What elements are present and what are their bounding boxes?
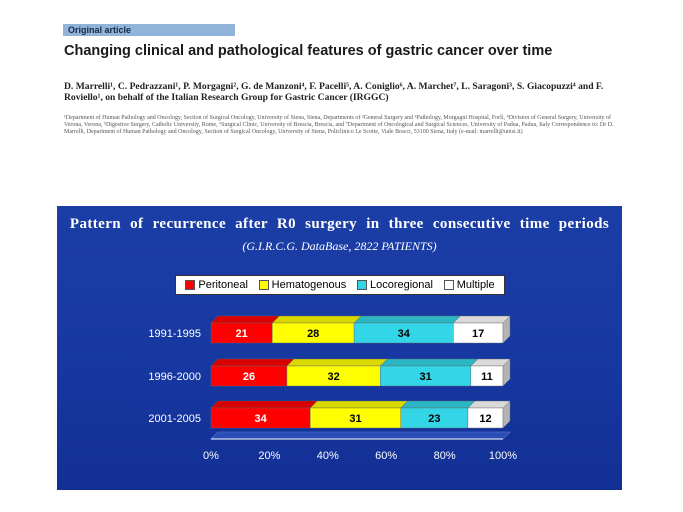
data-label: 31: [349, 413, 362, 425]
article-type-tag: [63, 24, 235, 36]
legend-label: Multiple: [456, 279, 495, 291]
chart-subtitle: (G.I.R.C.G. DataBase, 2822 PATIENTS): [242, 239, 437, 253]
data-label: 34: [397, 328, 410, 340]
data-label: 34: [254, 413, 267, 425]
chart-title: Pattern of recurrence after R0 surgery in three consecutive time periods: [69, 216, 610, 232]
data-label: 26: [242, 371, 256, 383]
x-tick-label: 60%: [375, 450, 398, 462]
data-label: 31: [419, 371, 432, 383]
legend-label: Peritoneal: [198, 279, 248, 291]
bar-segment-top: [287, 359, 387, 366]
legend-label: Locoregional: [369, 279, 433, 291]
data-label: 12: [479, 413, 492, 425]
bar-segment-top: [211, 359, 294, 366]
category-label: 2001-2005: [148, 413, 201, 425]
bar-segment-top: [453, 316, 510, 323]
data-label: 23: [428, 413, 441, 425]
bar-segment-top: [211, 401, 317, 408]
article-title: Changing clinical and pathological features of gastric cancer over time: [64, 43, 553, 59]
data-label: 17: [472, 328, 485, 340]
category-label: 1996-2000: [148, 371, 201, 383]
data-label: 21: [235, 328, 248, 340]
article-authors: D. Marrelli¹, C. Pedrazzani¹, P. Morgagni², G. de Manzoni⁴, F. Pacelli⁵, A. Coniglio⁶, A. Marchet⁷, L. Saragoni³, S. Giacopuzzi⁴ and F. Roviello¹, on behalf of the Italian Research Group for Gastric Cancer (IRGGC): [64, 81, 604, 103]
axis-floor: [211, 432, 510, 439]
legend-label: Hematogenous: [271, 279, 347, 291]
x-tick-label: 20%: [258, 450, 281, 462]
bar-segment-top: [380, 359, 478, 366]
bar-segment-top: [401, 401, 475, 408]
data-label: 11: [481, 371, 493, 383]
article-affiliations: ¹Department of Human Pathology and Oncology, Section of Surgical Oncology, University of Siena, Siena, Departments of ²General Surgery and ³Pathology, Morgagni Hospital, Forlì, ⁴Division of General Surgery, University of Verona, Verona, ⁵Digestive Surgery, Catholic University, Rome, ⁶Surgical Clinic, University of Brescia, Brescia, and ⁷Department of Oncological and Surgical Sciences, University of Padua, Padua, Italy Correspondence to: Dr D. Marrelli, Department of Human Pathology and Oncology, Section of Surgical Oncology, University of Siena, Policlinico Le Scotte, Viale Bracci, 53100 Siena, Italy (e-mail: marrelli@unisi.it): [64, 115, 614, 135]
article-type-label: Original article: [68, 25, 132, 35]
category-label: 1991-1995: [148, 328, 201, 340]
x-tick-label: 80%: [433, 450, 456, 462]
x-tick-label: 40%: [316, 450, 339, 462]
x-tick-label: 0%: [203, 450, 219, 462]
bar-segment-top: [354, 316, 460, 323]
bar-segment-top: [272, 316, 361, 323]
x-tick-label: 100%: [488, 450, 518, 462]
data-label: 28: [307, 328, 320, 340]
bar-segment-top: [468, 401, 510, 408]
stacked-bar-chart: [57, 206, 622, 490]
data-label: 32: [327, 371, 340, 383]
bar-segment-top: [211, 316, 279, 323]
bar-segment-top: [310, 401, 408, 408]
